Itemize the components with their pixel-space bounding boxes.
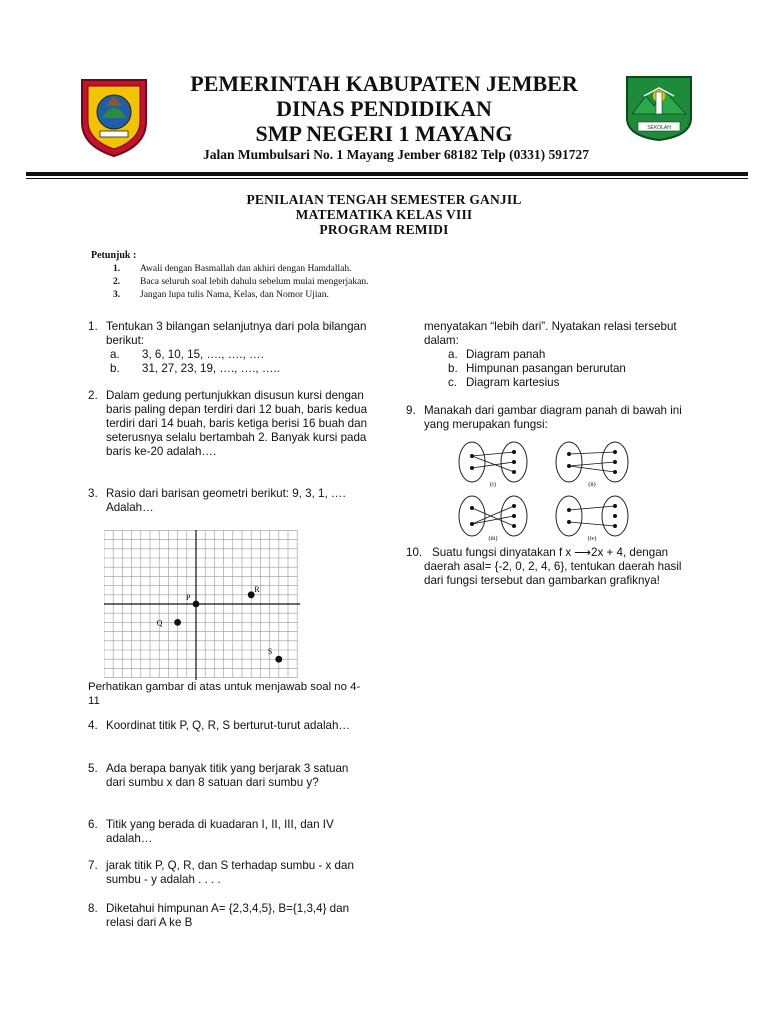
point-s <box>275 656 282 663</box>
header-address: Jalan Mumbulsari No. 1 Mayang Jember 68182 Telp (0331) 591727 <box>202 147 589 162</box>
question-9 <box>406 404 696 432</box>
instruction-number: 1. <box>113 264 121 274</box>
instruction-text: Awali dengan Basmallah dan akhiri dengan Hamdallah. <box>140 264 352 274</box>
question-8-continued <box>406 320 696 390</box>
question-text: Rasio dari barisan geometri berikut: 9, 3, 1, …. Adalah… <box>106 487 346 514</box>
option-letter: a. <box>448 348 458 361</box>
instruction-number: 2. <box>113 277 121 287</box>
coordinate-graph <box>104 530 304 680</box>
arrow-diagram-label: (ii) <box>588 482 596 488</box>
option <box>424 362 696 376</box>
question-6 <box>88 818 358 846</box>
option <box>106 348 378 362</box>
instruction-item <box>91 290 491 300</box>
option-text: 3, 6, 10, 15, …., …., …. <box>142 348 264 361</box>
school-logo-text: SEKOLAH <box>647 125 671 131</box>
question-2 <box>88 389 370 459</box>
arrow-diagram-i <box>459 442 527 488</box>
header-department: DINAS PENDIDIKAN <box>276 96 492 121</box>
point-label: S <box>267 647 273 657</box>
option-letter: b. <box>110 362 120 375</box>
option-letter: c. <box>448 376 458 389</box>
point-label: Q <box>156 618 163 628</box>
question-number: 6. <box>88 818 98 831</box>
arrow-diagram-label: (iii) <box>488 536 498 542</box>
instruction-text: Jangan lupa tulis Nama, Kelas, dan Nomor Ujian. <box>140 290 329 300</box>
arrow-diagram-ii <box>556 442 628 488</box>
question-text: Titik yang berada di kuadaran I, II, III, dan IV adalah… <box>106 818 334 845</box>
question-text: Suatu fungsi dinyatakan f x ⟶2x + 4, dengan daerah asal= {-2, 0, 2, 4, 6}, tentukan daerah hasil dari fungsi tersebut dan gambarkan grafiknya! <box>424 546 682 587</box>
header-school: SMP NEGERI 1 MAYANG <box>255 121 513 146</box>
point-p <box>193 601 200 608</box>
header-divider-thick <box>26 172 748 176</box>
instructions <box>91 250 491 300</box>
option-text: Diagram panah <box>466 348 546 361</box>
option <box>424 348 696 362</box>
option-letter: b. <box>448 362 458 375</box>
question-10 <box>406 546 696 588</box>
arrow-diagram-label: (i) <box>490 482 496 488</box>
question-number: 3. <box>88 487 98 500</box>
question-text: jarak titik P, Q, R, dan S terhadap sumbu - x dan sumbu - y adalah . . . . <box>106 859 354 886</box>
arrow-diagram-iv <box>556 496 628 542</box>
instruction-item <box>91 264 491 274</box>
question-8 <box>88 902 354 930</box>
header-government: PEMERINTAH KABUPATEN JEMBER <box>190 71 578 96</box>
question-number: 9. <box>406 404 416 417</box>
option <box>106 362 378 376</box>
option-letter: a. <box>110 348 120 361</box>
question-1 <box>88 320 378 376</box>
option-text: Himpunan pasangan berurutan <box>466 362 626 375</box>
question-text: Manakah dari gambar diagram panah di bawah ini yang merupakan fungsi: <box>424 404 682 431</box>
question-text: menyatakan “lebih dari”. Nyatakan relasi tersebut dalam: <box>424 320 677 347</box>
question-number: 10. <box>406 546 423 559</box>
option <box>424 376 696 390</box>
question-number: 7. <box>88 859 98 872</box>
question-5 <box>88 762 358 790</box>
exam-title: PENILAIAN TENGAH SEMESTER GANJIL <box>246 192 522 207</box>
point-label: R <box>254 584 260 594</box>
instruction-text: Baca seluruh soal lebih dahulu sebelum mulai mengerjakan. <box>140 277 369 287</box>
question-number: 1. <box>88 320 98 333</box>
instruction-item <box>91 277 491 287</box>
arrow-diagram-label: (iv) <box>587 536 597 542</box>
arrow-diagrams <box>456 440 646 544</box>
header-divider-thin <box>26 178 748 179</box>
question-number: 4. <box>88 719 98 732</box>
point-q <box>174 619 181 626</box>
question-4 <box>88 719 366 733</box>
option-text: 31, 27, 23, 19, …., …., ….. <box>142 362 280 375</box>
point-label: P <box>186 593 191 602</box>
question-text: Koordinat titik P, Q, R, S berturut-turut adalah… <box>106 719 351 732</box>
question-text: Tentukan 3 bilangan selanjutnya dari pola bilangan berikut: <box>106 320 367 347</box>
question-text: Ada berapa banyak titik yang berjarak 3 satuan dari sumbu x dan 8 satuan dari sumbu y? <box>106 762 349 789</box>
question-number: 2. <box>88 389 98 402</box>
question-7 <box>88 859 364 887</box>
instruction-number: 3. <box>113 290 121 300</box>
arrow-diagram-iii <box>459 496 527 542</box>
graph-note: Perhatikan gambar di atas untuk menjawab soal no 4-11 <box>88 681 361 707</box>
option-text: Diagram kartesius <box>466 376 560 389</box>
question-number: 5. <box>88 762 98 775</box>
question-text: Diketahui himpunan A= {2,3,4,5}, B={1,3,4} dan relasi dari A ke B <box>106 902 350 929</box>
question-3 <box>88 487 373 515</box>
question-number: 8. <box>88 902 98 915</box>
exam-subject: MATEMATIKA KELAS VIII <box>295 207 473 222</box>
question-text: Dalam gedung pertunjukkan disusun kursi dengan baris paling depan terdiri dari 12 buah, baris kedua terdiri dari 14 buah, baris ketiga berisi 16 buah dan seterusnya selalu bertambah 2. Banyak kursi pada baris ke-20 adalah…. <box>106 389 368 458</box>
exam-program: PROGRAM REMIDI <box>319 222 449 237</box>
instructions-heading: Petunjuk : <box>91 250 137 261</box>
